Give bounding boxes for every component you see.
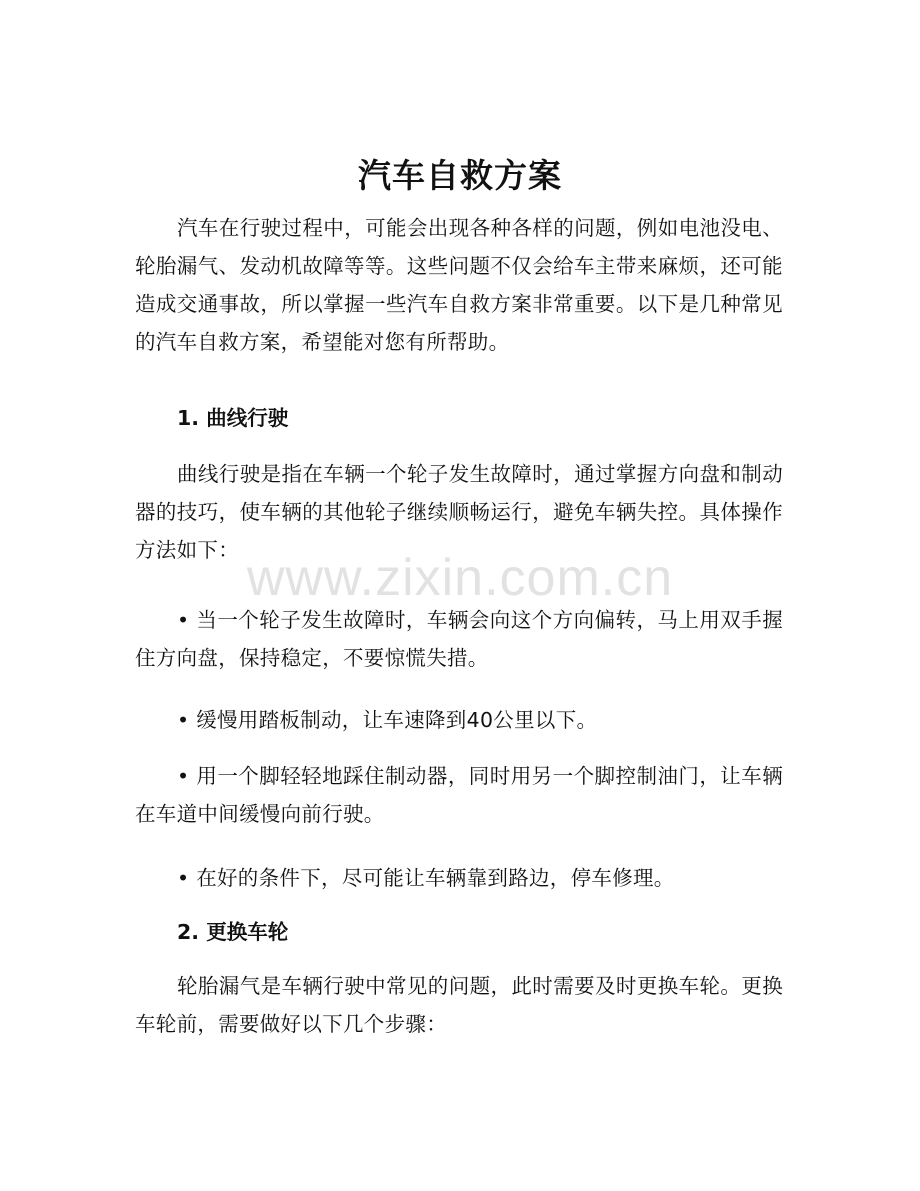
section-description-change-wheel: 轮胎漏气是车辆行驶中常见的问题，此时需要及时更换车轮。更换车轮前，需要做好以下几个步骤： bbox=[135, 974, 783, 1036]
bullet-item: • 当一个轮子发生故障时，车辆会向这个方向偏转，马上用双手握住方向盘，保持稳定，不要惊慌失措。 bbox=[135, 608, 783, 670]
section-description-curve-driving: 曲线行驶是指在车辆一个轮子发生故障时，通过掌握方向盘和制动器的技巧，使车辆的其他轮子继续顺畅运行，避免车辆失控。具体操作方法如下： bbox=[135, 462, 783, 562]
bullet-item: • 用一个脚轻轻地踩住制动器，同时用另一个脚控制油门，让车辆在车道中间缓慢向前行驶。 bbox=[135, 764, 783, 826]
intro-paragraph: 汽车在行驶过程中，可能会出现各种各样的问题，例如电池没电、轮胎漏气、发动机故障等等。这些问题不仅会给车主带来麻烦，还可能造成交通事故，所以掌握一些汽车自救方案非常重要。以下是几种常见的汽车自救方案，希望能对您有所帮助。 bbox=[135, 216, 783, 354]
section-heading-curve-driving: 1. 曲线行驶 bbox=[177, 406, 289, 430]
bullet-item: • 在好的条件下，尽可能让车辆靠到路边，停车修理。 bbox=[177, 866, 675, 890]
section-heading-change-wheel: 2. 更换车轮 bbox=[177, 920, 289, 944]
document-title: 汽车自救方案 bbox=[358, 156, 562, 195]
bullet-item: • 缓慢用踏板制动，让车速降到40公里以下。 bbox=[177, 708, 598, 732]
watermark: www.zixin.com.cn bbox=[246, 549, 674, 607]
